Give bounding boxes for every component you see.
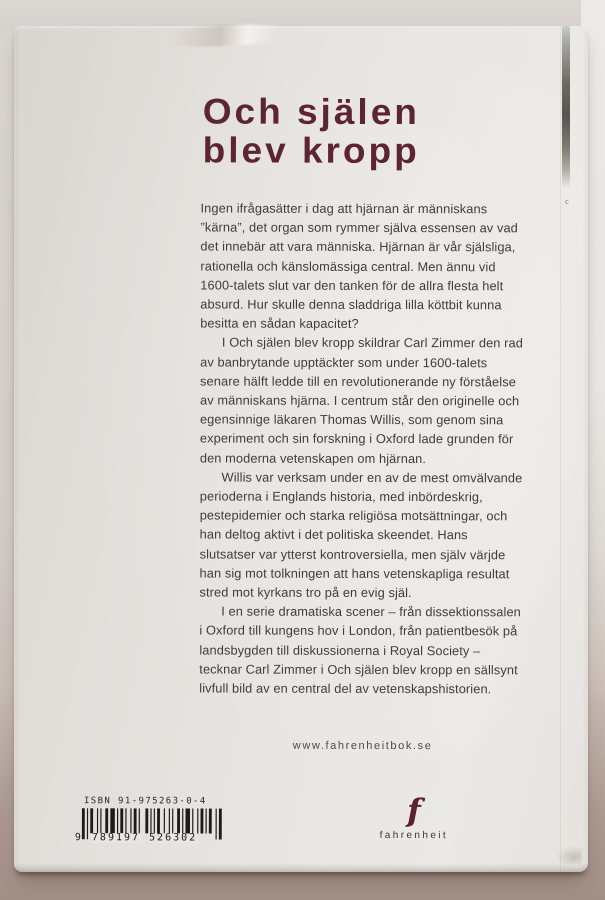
flap-edge-mark: c: [565, 198, 569, 206]
back-cover-paragraph: I en serie dramatiska scener – från dissektionssalen i Oxford till kungens hov i London, från patientbesök på landsbygden till diskussionerna i Royal Society – tecknar Carl Zimmer i Och själen blev kropp en sällsynt livfull bild av en central del av vetenskapshistorien.: [199, 603, 521, 697]
back-cover-paragraph: Ingen ifrågasätter i dag att hjärnan är människans ”kärna”, det organ som rymmer själva essensen av vad det innebär att vara människa. Hjärnan är vår själsliga, rationella och känslomässiga central. Men ännu vid 1600-talets slut var den tanken för de allra flesta helt absurd. Hur skulle denna sladdriga lilla köttbit kunna besitta en sådan kapacitet?: [200, 200, 518, 332]
back-cover-text: [199, 198, 527, 698]
back-cover-paragraph: I Och själen blev kropp skildrar Carl Zimmer den rad av banbrytande upptäckter som under 1600-talets senare hälft ledde till en revolutionerande ny förståelse av människans hjärna. I centrum står den originelle och egensinnige läkaren Thomas Willis, som genom sina experiment och sin forskning i Oxford lade grunden för den moderna vetenskapen om hjärnan.: [199, 334, 524, 466]
isbn-barcode: [74, 796, 248, 844]
ean-digit-group: 526302: [149, 832, 198, 844]
back-cover-paragraph: Willis var verksam under en av de mest omvälvande perioderna i Englands historia, med inbördeskrig, pestepidemier och starka religiösa motsättningar, och han deltog aktivt i det politiska skeendet. Hans slutsatser var ytterst kontroversiella, men själv värjde han sig mot tolkningen att hans vetenskapliga resultat stred mot kyrkans tro på en evig själ.: [199, 469, 523, 601]
publisher-name: fahrenheit: [379, 829, 449, 842]
ean-digit-group: 9: [74, 832, 83, 844]
book-back-cover: [14, 26, 588, 872]
ean-digit-group: 789197: [91, 832, 141, 844]
publisher-website-url: www.fahrenheitbok.se: [292, 739, 433, 753]
book-title: [203, 92, 420, 170]
book-title-line-1: Och själen: [202, 91, 420, 132]
book-title-line-2: blev kropp: [202, 130, 420, 171]
isbn-label: ISBN 91-975263-0-4: [83, 796, 207, 807]
fahrenheit-logo-icon: f: [407, 793, 421, 830]
ean-digits: [74, 833, 248, 843]
cover-content: [12, 26, 588, 873]
publisher-logo: [354, 795, 474, 841]
